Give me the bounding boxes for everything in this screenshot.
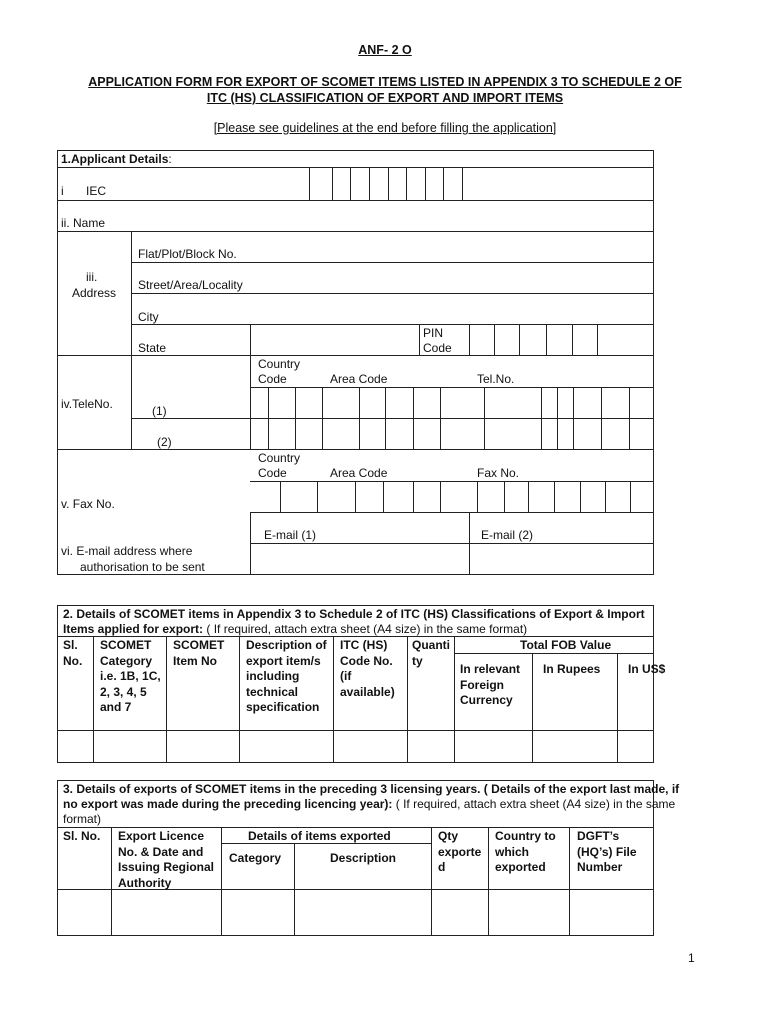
s3-col-category: Category	[229, 851, 282, 865]
street-label: Street/Area/Locality	[138, 278, 243, 292]
page-number: 1	[688, 951, 695, 965]
fax-area-code: Area Code	[330, 466, 388, 480]
tele-1-label: (1)	[152, 404, 167, 418]
section3-heading-line2: no export was made during the preceding licencing year): ( If required, attach extra sheet (A4 size) in the same	[63, 797, 676, 811]
s3-col-description: Description	[330, 851, 397, 865]
fax-no-col: Fax No.	[477, 466, 520, 480]
s2-col-desc: Description of export item/s including technical specification	[246, 638, 327, 714]
fax-country-code-2: Code	[258, 466, 287, 480]
s2-col-sl: Sl. No.	[63, 638, 83, 668]
name-label: ii. Name	[61, 216, 106, 230]
pin-label-code: Code	[423, 341, 452, 355]
address-num: iii.	[86, 270, 98, 284]
s2-col-qty: Quanti ty	[412, 638, 450, 668]
s3-col-dgft: DGFT’s (HQ’s) File Number	[577, 829, 637, 874]
iec-num: i	[61, 184, 64, 198]
email-label: vi. E-mail address where	[61, 544, 193, 558]
tel-country-code: Country	[258, 357, 301, 371]
fax-country-code: Country	[258, 451, 301, 465]
tel-country-code-2: Code	[258, 372, 287, 386]
section3-heading: 3. Details of exports of SCOMET items in the preceding 3 licensing years. ( Details of the export last made, if	[63, 782, 680, 796]
form-code: ANF- 2 O	[358, 43, 412, 57]
tele-label: iv.TeleNo.	[61, 397, 113, 411]
email2-label: E-mail (2)	[481, 528, 534, 542]
s2-col-rupees: In Rupees	[543, 662, 601, 676]
tele-2-label: (2)	[157, 435, 172, 449]
guideline-note: [Please see guidelines at the end before filling the application]	[213, 121, 557, 135]
form-title-line2: ITC (HS) CLASSIFICATION OF EXPORT AND IMPORT ITEMS	[206, 91, 564, 105]
address-label: Address	[72, 286, 117, 300]
state-label: State	[138, 341, 167, 355]
s2-col-item: SCOMET Item No	[173, 638, 225, 668]
section2-heading-line2: Items applied for export: ( If required, attach extra sheet (A4 size) in the same format)	[63, 622, 528, 636]
form-title-line1: APPLICATION FORM FOR EXPORT OF SCOMET ITEMS LISTED IN APPENDIX 3 TO SCHEDULE 2 OF	[88, 75, 682, 89]
email1-label: E-mail (1)	[264, 528, 317, 542]
applicant-details-heading: 1.Applicant Details:	[61, 152, 172, 166]
iec-label: IEC	[86, 184, 107, 198]
s3-col-sl: Sl. No.	[63, 829, 101, 843]
section2-heading: 2. Details of SCOMET items in Appendix 3 to Schedule 2 of ITC (HS) Classifications of Export & Import	[63, 607, 645, 621]
s2-col-itc: ITC (HS) Code No. (if available)	[340, 638, 395, 699]
tel-no-col: Tel.No.	[477, 372, 515, 386]
s3-col-licence: Export Licence No. & Date and Issuing Regional Authority	[118, 829, 215, 890]
s3-col-country: Country to which exported	[495, 829, 556, 874]
s2-col-fob: Total FOB Value	[520, 638, 612, 652]
fax-label: v. Fax No.	[61, 497, 115, 511]
s3-col-details: Details of items exported	[248, 829, 391, 843]
city-label: City	[138, 310, 159, 324]
s2-col-usd: In US$	[628, 662, 666, 676]
pin-label: PIN	[423, 326, 444, 340]
s2-col-foreign: In relevant Foreign Currency	[460, 662, 521, 707]
email-label-2: authorisation to be sent	[80, 560, 205, 574]
s3-col-qty: Qty exporte d	[438, 829, 482, 874]
flat-label: Flat/Plot/Block No.	[138, 247, 237, 261]
section3-heading-line3: format)	[63, 812, 102, 826]
tel-area-code: Area Code	[330, 372, 388, 386]
s2-col-category: SCOMET Category i.e. 1B, 1C, 2, 3, 4, 5 and 7	[100, 638, 161, 714]
